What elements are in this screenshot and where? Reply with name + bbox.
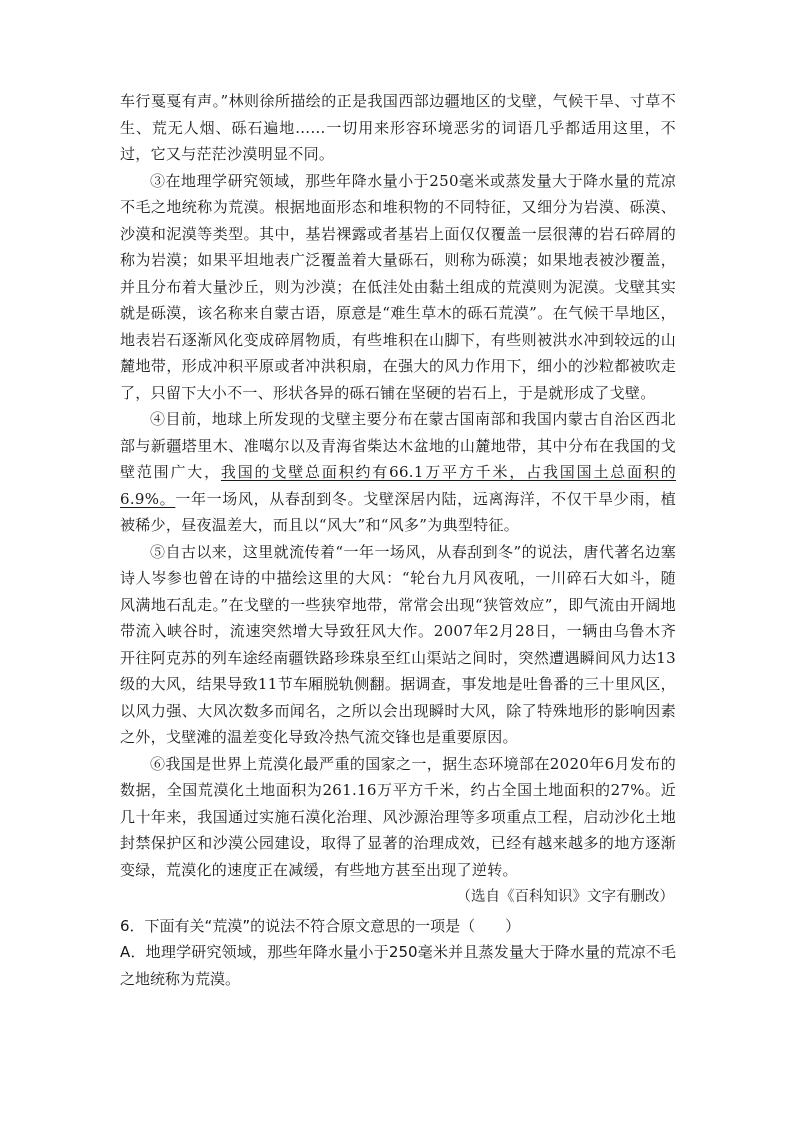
- passage-paragraph-4: [120, 406, 676, 539]
- paragraph-4-text-before: ④目前，地球上所发现的戈壁主要分布在蒙古国南部和我国内蒙古自治区西北部与新疆塔里木、准噶尔以及青海省柴达木盆地的山麓地带，其中分布在我国的戈壁范围广大，: [120, 410, 676, 481]
- paragraph-4-underlined-text: 我国的戈壁总面积约有66.1万平方千米，占我国国土总面积的6.9%。: [120, 463, 676, 508]
- paragraph-4-text-after: 一年一场风，从春刮到冬。戈壁深居内陆，远离海洋，不仅干旱少雨，植被稀少，昼夜温差大，而且以“风大”和“风多”为典型特征。: [120, 489, 676, 534]
- document-page: [120, 88, 676, 993]
- passage-paragraph-3: ③在地理学研究领域，那些年降水量小于250毫米或蒸发量大于降水量的荒凉不毛之地统称为荒漠。根据地面形态和堆积物的不同特征，又细分为岩漠、砾漠、沙漠和泥漠等类型。其中，基岩裸露或者基岩上面仅仅覆盖一层很薄的岩石碎屑的称为岩漠；如果平坦地表广泛覆盖着大量砾石，则称为砾漠；如果地表被沙覆盖，并且分布着大量沙丘，则为沙漠；在低洼处由黏土组成的荒漠则为泥漠。戈壁其实就是砾漠，该名称来自蒙古语，原意是“难生草木的砾石荒漠”。在气候干旱地区，地表岩石逐渐风化变成碎屑物质，有些堆积在山脚下，有些则被洪水冲到较远的山麓地带，形成冲积平原或者冲洪积扇，在强大的风力作用下，细小的沙粒都被吹走了，只留下大小不一、形状各异的砾石铺在坚硬的岩石上，于是就形成了戈壁。: [120, 171, 676, 402]
- passage-paragraph-5: ⑤自古以来，这里就流传着“一年一场风，从春刮到冬”的说法，唐代著名边塞诗人岑参也曾在诗的中描绘这里的大风：“轮台九月风夜吼，一川碎石大如斗，随风满地石乱走。”在戈壁的一些狭窄地带，常常会出现“狭管效应”，即气流由开阔地带流入峡谷时，流速突然增大导致狂风大作。2007年2月28日，一辆由乌鲁木齐开往阿克苏的列车途经南疆铁路珍珠泉至红山渠站之间时，突然遭遇瞬间风力达13级的大风，结果导致11节车厢脱轨侧翻。据调查，事发地是吐鲁番的三十里风区，以风力强、大风次数多而闻名，之所以会出现瞬时大风，除了特殊地形的影响因素之外，戈壁滩的温差变化导致冷热气流交锋也是重要原因。: [120, 542, 676, 746]
- source-note: （选自《百科知识》文字有删改）: [456, 889, 674, 905]
- question-stem: 6．下面有关“荒漠”的说法不符合原文意思的一项是（ ）: [120, 917, 521, 935]
- option-a: A．地理学研究领域，那些年降水量小于250毫米并且蒸发量大于降水量的荒凉不毛之地统称为荒漠。: [120, 943, 676, 988]
- passage-paragraph-continued: 车行戛戛有声。”林则徐所描绘的正是我国西部边疆地区的戈壁，气候干旱、寸草不生、荒无人烟、砾石遍地……一切用来形容环境恶劣的词语几乎都适用这里，不过，它又与茫茫沙漠明显不同。: [120, 92, 676, 163]
- passage-paragraph-6: ⑥我国是世界上荒漠化最严重的国家之一，据生态环境部在2020年6月发布的数据，全国荒漠化土地面积为261.16万平方千米，约占全国土地面积的27%。近几十年来，我国通过实施石漠化治理、风沙源治理等多项重点工程，启动沙化土地封禁保护区和沙漠公园建设，取得了显著的治理成效，已经有越来越多的地方逐渐变绿，荒漠化的速度正在减缓，有些地方甚至出现了逆转。: [120, 754, 676, 879]
